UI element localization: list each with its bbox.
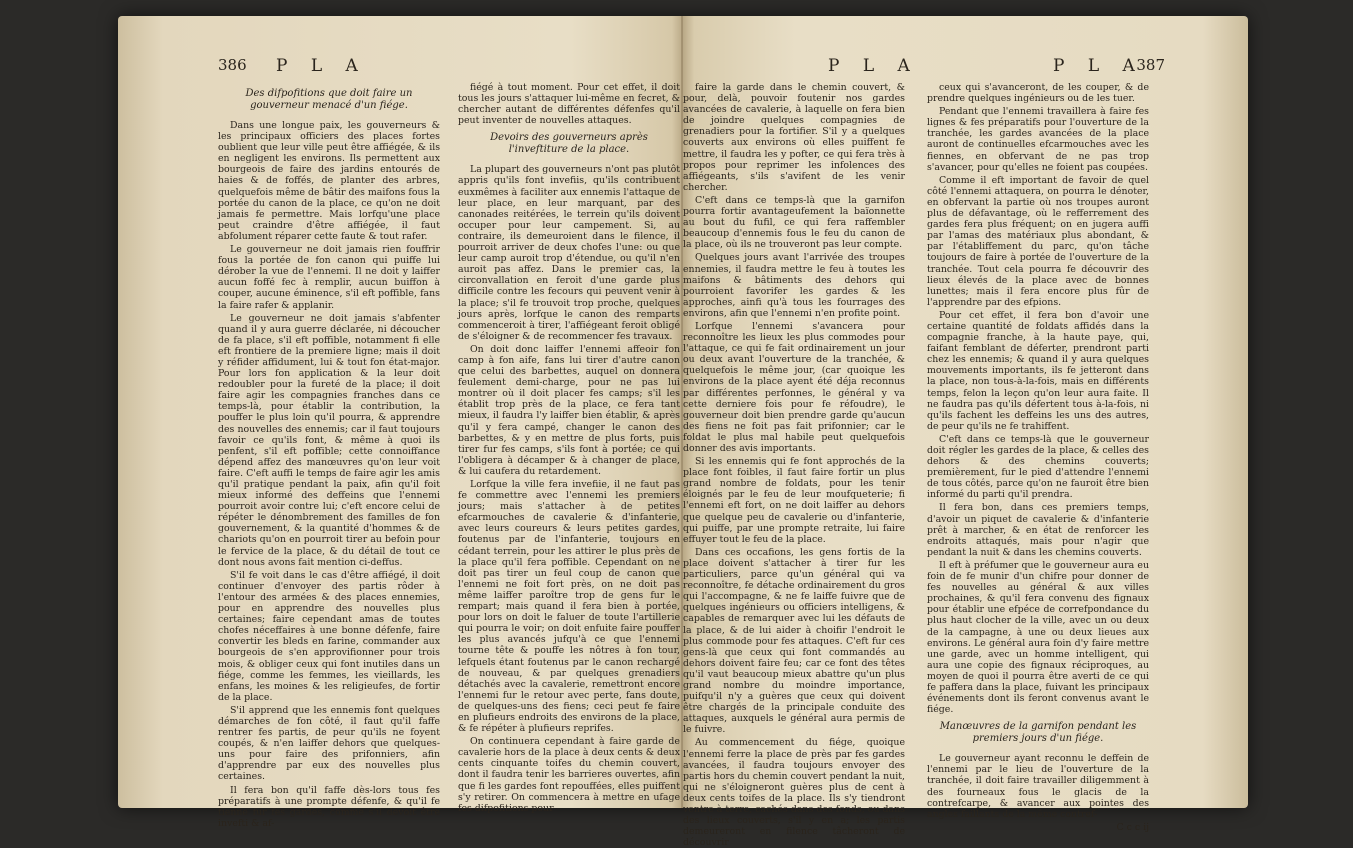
paragraph: Dans ces occafions, les gens fortis de la place doivent s'attacher à tirer fur les particuliers, parce qu'un général qui va reconnoître, fe détache ordinairement du gros qui l'accompagne, & ne fe laiffe fuivre que de quelques ingénieurs ou officiers intelligens, & capables de remarquer avec lui les défauts de la place, & de lui aider à choifir l'endroit le plus commode pour fes attaques. C'eft fur ces gens-là que ceux qui font commandés au dehors doivent faire feu; car ce font des têtes qu'il vaut beaucoup mieux abattre qu'un plus grand nombre du moindre importance, puifqu'il n'y a guères que ceux qui doivent être chargés de la principale conduite des attaques, auxquels le général aura permis de le fuivre. [683,546,905,736]
paragraph: S'il fe voit dans le cas d'être affiégé, il doit continuer d'envoyer des partis rôder à l'entour des armées & des places ennemies, pour en apprendre des nouvelles plus certaines; faire cependant amas de toutes chofes néceffaires à une bonne défenfe, faire convertir les bleds en farine, commander aux bourgeois de s'en approvifionner pour trois mois, & obliger ceux qui font inutiles dans un fiége, comme les femmes, les vieillards, les enfans, les moines & les religieufes, de fortir de la place. [218,569,440,703]
left-running-title: P L A [276,56,367,76]
right-column-1 [683,82,905,848]
section-heading: Devoirs des gouverneurs après l'inveftiture de la place. [490,132,648,156]
right-running-title-2: P L A [1053,56,1144,76]
left-page [218,16,693,829]
right-running-title: P L A [828,56,919,76]
right-columns [683,82,1173,848]
paragraph: On doit donc laiffer l'ennemi affeoir fon camp à fon aife, fans lui tirer d'autre canon que celui des barbettes, auquel on donnera feulement demi-charge, pour ne pas lui montrer où il doit placer fes camps; s'il les établit trop près de la place, ce fera tant mieux, il faudra l'y laiffer bien établir, & après qu'il y fera campé, changer le canon des barbettes, & y en mettre de plus forts, puis tirer fur fes camps, s'ils font à portée; ce qui l'obligera à décamper & à changer de place, & lui caufera du retardement. [458,343,680,477]
paragraph: Dans une longue paix, les gouverneurs & les principaux officiers des places fortes oublient que leur ville peut être affiégée, & ils en negligent les environs. Ils permettent aux bourgeois de faire des jardins entourés de haies & de foffés, de planter des arbres, quelquefois même de bâtir des maifons fous la portée du canon de la place, ce qu'on ne doit jamais fe permettre. Mais lorfqu'une place peut craindre d'être affiégée, il faut abfolument réparer cette faute & tout rafer. [218,120,440,242]
paragraph: La plupart des gouverneurs n'ont pas plutôt appris qu'ils font invefiis, qu'ils contribuent euxmêmes à faciliter aux ennemis l'attaque de leur place, en leur marquant, par des canonades reitérées, le terrein qu'ils doivent occuper pour leur campement. Si, au contraire, ils demeuroient dans le filence, il pourroit arriver de deux chofes l'une: ou que leur camp auroit trop d'étendue, ou qu'il n'en auroit pas affez. Dans le premier cas, la circonvallation en feroit d'une garde plus difficile contre les fecours qui peuvent venir à la place; s'il fe trouvoit trop proche, quelques jours après, lorfque le canon des remparts commenceroit à tirer, l'affiégeant feroit obligé de s'éloigner & de recommencer fes travaux. [458,164,680,342]
left-col1-body [218,120,440,829]
paragraph: C'eft dans ce temps-là que la garnifon pourra fortir avantageufement la baïonnette au bout du fufil, ce qui fera raffembler beaucoup d'ennemis fous le feu du canon de la place, où ils ne trouveront pas leur compte. [683,194,905,251]
paragraph: Il fera bon, dans ces premiers temps, d'avoir un piquet de cavalerie & d'infanterie prêt à marcher, & en état de renforcer les endroits attaqués, mais pour n'agir que pendant la nuit & dans les chemins couverts. [927,502,1149,558]
paragraph: On continuera cependant à faire garde de cavalerie hors de la place à deux cents & deux cents cinquante toifes du chemin couvert, dont il faudra tenir les barrieres ouvertes, afin que fi les gardes font repouffées, elles puiffent s'y retirer. On commencera à mettre en ufage fes difpofitions pour [458,736,680,814]
section-heading: Des difpofitions que doit faire un gouverneur menacé d'un fiége. [245,88,413,111]
right-page [683,16,1173,848]
left-column-2 [458,82,680,814]
paragraph: Lorfque l'ennemi s'avancera pour reconnoître les lieux les plus commodes pour l'attaque, ce qui fe fait ordinairement un jour ou deux avant l'ouverture de la tranchée, & quelquefois le même jour, (car quoique les environs de la place ayent été déja reconnus par différentes perfonnes, le général y va cette derniere fois pour fe réfoudre), le gouverneur doit bien prendre garde qu'aucun des fiens ne foit pas fait prifonnier; car le foldat le plus mal habile peut quelquefois donner des avis importants. [683,320,905,454]
paragraph: Le gouverneur ne doit jamais rien fouffrir fous la portée de fon canon qui puiffe lui dérober la vue de l'ennemi. Il ne doit y laiffer aucun foffé fec à remplir, aucun buiffon à couper, aucune éminence, s'il eft poffible, fans la faire rafer & applanir. [218,244,440,311]
right-col2-body [927,82,1149,715]
book-spread [118,16,1248,848]
paragraph: Le gouverneur ne doit jamais s'abfenter quand il y aura guerre déclarée, ni découcher de fa place, s'il eft poffible, notamment fi elle eft frontiere de la premiere ligne; mais il doit y réfider affidument, lui & tout fon état-major. Pour lors fon application & la leur doit redoubler pour la fureté de la place; il doit faire agir les compagnies franches dans ce temps-là, pour établir la contribution, la pouffer le plus loin qu'il pourra, & apprendre des nouvelles des ennemis; car il faut toujours favoir ce qu'ils font, & même à quoi ils penfent, s'il eft poffible; cette connoiffance dépend affez des manœuvres qu'on leur voit faire. C'eft auffi le temps de faire agir les amis qu'il pratique pendant la paix, afin qu'il foit mieux informé des deffeins que l'ennemi pourroit avoir contre lui; c'eft encore celui de répéter le dénombrement des familles de fon gouvernement, & la quantité d'hommes & de chariots qu'on en pourroit tirer au befoin pour le fervice de la place, & du détail de tout ce dont nous avons fait mention ci-deffus. [218,312,440,568]
paragraph: fiégé à tout moment. Pour cet effet, il doit tous les jours s'attaquer lui-même en fecret, & chercher autant de différentes défenfes qu'il peut inventer de nouvelles attaques. [458,82,680,127]
left-col2-body-before [458,82,680,126]
paragraph: Si les ennemis qui fe font approchés de la place font foibles, il faut faire fortir un plus grand nombre de foldats, pour les tenir éloignés par le feu de leur moufqueterie; fi l'ennemi eft fort, on ne doit laiffer au dehors que quelque peu de cavalerie ou d'infanterie, qui puiffe, par une prompte retraite, lui faire effuyer tout le feu de la place. [683,456,905,545]
paragraph: Pendant que l'ennemi travaillera à faire fes lignes & fes préparatifs pour l'ouverture de la tranchée, les gardes avancées de la place auront de continuelles efcarmouches avec les fiennes, en obfervant de ne pas trop s'avancer, pour qu'elles ne foient pas coupées. [927,106,1149,173]
paragraph: Le gouverneur ayant reconnu le deffein de l'ennemi par le lieu de l'ouverture de la tranchée, il doit faire travailler diligemment à des fourneaux fous le glacis de la contrefcarpe, & avancer aux pointes des angles faillants de la même contref- [927,753,1149,820]
paragraph: Il fera bon qu'il faffe dès-lors tous fes préparatifs à une prompte défenfe, & qu'il fe tienne fur fes gardes, comme s'il devoit être invefti & af- [218,784,440,829]
paragraph: S'il apprend que les ennemis font quelques démarches de fon côté, il faut qu'il faffe rentrer fes partis, de peur qu'ils ne foyent coupés, & n'en laiffer dehors que quelques-uns pour faire des prifonniers, afin d'apprendre par eux des nouvelles plus certaines. [218,704,440,783]
paragraph: Pour cet effet, il fera bon d'avoir une certaine quantité de foldats affidés dans la compagnie franche, à la haute paye, qui, faifant femblant de déferter, prendront parti chez les ennemis; & quand il y aura quelques mouvements importants, ils fe jetteront dans la place, non tous-à-la-fois, mais en différents temps, felon la leçon qu'on leur aura faite. Il ne faudra pas qu'ils défertent tous à-la-fois, ni qu'ils fachent les deffeins les uns des autres, de peur qu'ils ne fe trahiffent. [927,309,1149,432]
right-col1-body [683,82,905,848]
section-heading: Manœuvres de la garnifon pendant les premiers jours d'un fiége. [939,721,1137,745]
paragraph: Il eft à préfumer que le gouverneur aura eu foin de fe munir d'un chifre pour donner de fes nouvelles au général & aux villes prochaines, & qu'il fera convenu des fignaux pour établir une efpéce de correfpondance du plus haut clocher de la ville, avec un ou deux de la campagne, à une ou deux lieues aux environs. Le général aura foin d'y faire mettre une garde, avec un homme intelligent, qui aura une copie des fignaux réciproques, au moyen de quoi il pourra être averti de ce qui fe paffera dans la place, fuivant les principaux événements dont ils feront convenus avant le fiége. [927,559,1149,716]
catchword: C c c ij [1116,821,1149,833]
paragraph: C'eft dans ce temps-là que le gouverneur doit régler les gardes de la place, & celles des dehors & des chemins couverts; premièrement, fur le pied d'attendre l'ennemi de tous côtés, parce qu'on ne fauroit être bien informé du parti qu'il prendra. [927,433,1149,501]
right-page-header [683,56,1173,80]
left-col2-body [458,164,680,813]
paragraph: Au commencement du fiége, quoique l'ennemi ferre la place de près par fes gardes avancées, il faudra toujours envoyer des partis hors du chemin couvert pendant la nuit, qui ne s'éloigneront guères plus de cent à deux cents toifes de la place. Ils s'y tiendront ventre à terre, cachés dans des fonds, ou dans des lieux couverts, s'il y en a; les partis demeureront en filence tâcheront de découvrir [683,737,905,848]
right-page-number: 387 [1136,56,1165,74]
right-col2-body-after [927,753,1149,820]
paragraph: Comme il eft important de favoir de quel côté l'ennemi attaquera, on pourra le dénoter, en obfervant la partie où nos troupes auront plus de défavantage, où le refferrement des gardes fera plus fréquent; on en jugera auffi par l'amas des matériaux plus abondant, & par l'établiffement du parc, qu'on tâche toujours de faire à portée de l'ouverture de la tranchée. Tout cela pourra fe découvrir des lieux élevés de la place avec de bonnes lunettes; mais il fera encore plus fûr de l'apprendre par des efpions. [927,174,1149,308]
paragraph: ceux qui s'avanceront, de les couper, & de prendre quelques ingénieurs ou de les tuer. [927,82,1149,105]
paragraph: Quelques jours avant l'arrivée des troupes ennemies, il faudra mettre le feu à toutes les maifons & bâtiments des dehors qui pourroient favorifer les gardes & les approches, ainfi qu'à tous les fourrages des environs, afin que l'ennemi n'en profite point. [683,252,905,319]
left-page-number: 386 [218,56,247,74]
paragraph: faire la garde dans le chemin couvert, & pour, delà, pouvoir foutenir nos gardes avancées de cavalerie, à laquelle on fera bien de joindre quelques compagnies de grenadiers pour la fortifier. S'il y a quelques couverts aux environs où elles puiffent fe mettre, il faudra les y pofter, ce qui fera très à propos pour reprimer les infolences des affiégeants, s'ils s'avifent de les venir chercher. [683,82,905,193]
paragraph: Lorfque la ville fera invefiie, il ne faut pas fe commettre avec l'ennemi les premiers jours; mais s'attacher à de petites efcarmouches de cavalerie & d'infanterie, avec leurs coureurs & leurs petites gardes, foutenus par de l'infanterie, toujours en cédant terrein, pour les attirer le plus près de la place qu'il fera poffible. Cependant on ne doit pas tirer un feul coup de canon que l'ennemi ne foit fort près, on ne doit pas même laiffer paroître trop de gens fur le rempart; mais quand il fera bien à portée, pour lors on doit le faluer de toute l'artillerie qui pourra le voir; on doit enfuite faire pouffer les plus avancés jufqu'à ce que l'ennemi tourne tête & pouffe les nôtres à fon tour, lefquels étant foutenus par le canon rechargé de nouveau, & par quelques grenadiers détachés avec la cavalerie, remettront encore l'ennemi fur le retour avec perte, fans doute, de quelques-uns des fiens; ceci peut fe faire en plufieurs endroits des environs de la place, & fe répéter à plufieurs reprifes. [458,479,680,735]
left-page-header [218,56,693,80]
left-column-1 [218,82,440,829]
right-column-2 [927,82,1149,833]
left-columns [218,82,693,829]
